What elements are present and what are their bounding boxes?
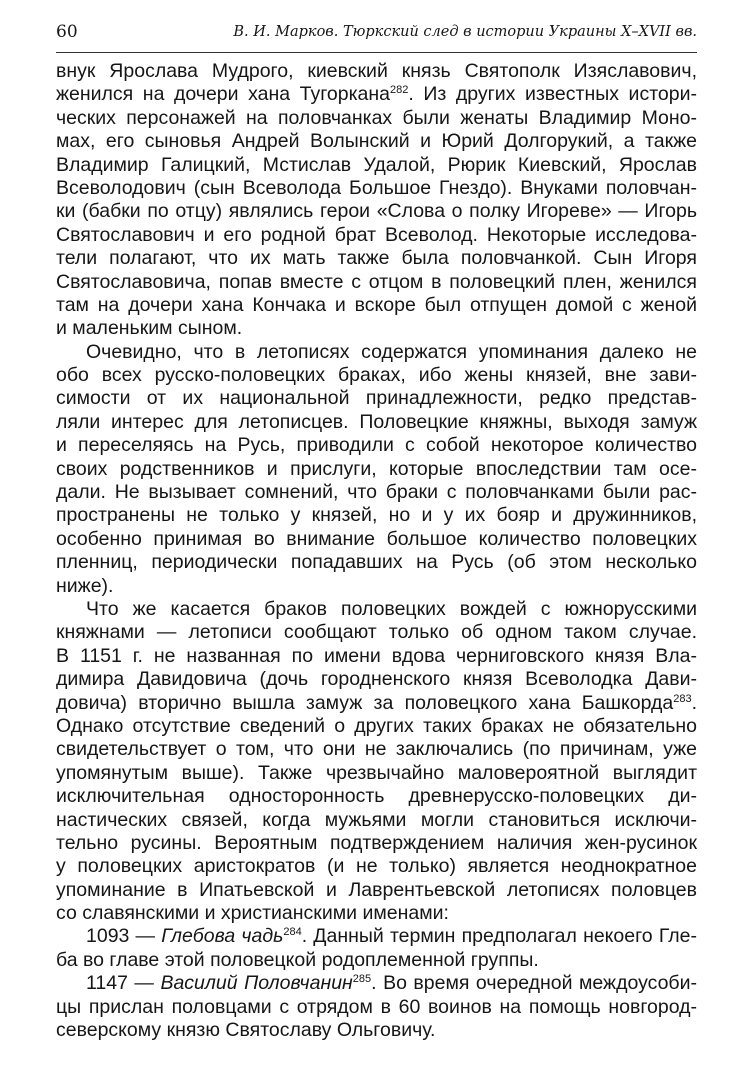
text-line <box>56 387 697 410</box>
line-text: пространены не только у князей, но и у их бояр и дружинников, <box>56 504 697 527</box>
line-text: и переселяясь на Русь, приводили с собой некоторое количество <box>56 434 697 457</box>
text-line <box>56 1019 697 1042</box>
text-line <box>56 832 697 855</box>
line-text: симости от их национальной принадлежности, редко представ- <box>56 387 697 410</box>
line-text: у половецких аристократов (и не только) является неоднократное <box>56 855 697 878</box>
line-text: ниже). <box>56 574 114 597</box>
line-text: упомянутым выше). Также чрезвычайно маловероятной выглядит <box>56 761 697 784</box>
line-text: Владимир Галицкий, Мстислав Удалой, Рюрик Киевский, Ярослав <box>56 153 697 176</box>
line-text: димира Давидовича (дочь городненского князя Всеволодка Дави- <box>56 668 697 691</box>
text-line <box>56 621 697 644</box>
text-line <box>56 809 697 832</box>
text-line <box>56 271 697 294</box>
line-text: 1093 — <box>86 925 162 948</box>
line-text-cont: . Данный термин предполагал некоего Гле- <box>301 925 698 948</box>
line-text: Очевидно, что в летописях содержатся упоминания далеко не <box>86 340 697 363</box>
line-text: там на дочери хана Кончака и вскоре был отпущен домой с женой <box>56 293 697 316</box>
line-text: цы прислан половцами с отрядом в 60 воинов на помощь новгород- <box>56 995 697 1018</box>
text-line <box>56 434 697 457</box>
text-line <box>56 762 697 785</box>
footnote-ref: 285 <box>352 973 372 986</box>
text-line <box>56 107 697 130</box>
text-line <box>56 575 697 598</box>
text-line <box>56 528 697 551</box>
text-line <box>56 551 697 574</box>
text-line <box>56 996 697 1019</box>
line-text: северскому князю Святославу Ольговичу. <box>56 1019 436 1042</box>
chronicle-name: Василий Половчанин <box>160 972 353 995</box>
line-text: Что же касается браков половецких вождей с южнорусскими <box>86 597 697 620</box>
text-line <box>56 668 697 691</box>
line-text: мах, его сыновья Андрей Волынский и Юрий Долгорукий, а также <box>56 130 697 153</box>
line-text: тельно русины. Вероятным подтверждением наличия жен-русинок <box>56 831 697 854</box>
text-line <box>56 247 697 270</box>
line-text: исключительная односторонность древнерусско-половецких ди- <box>56 785 697 808</box>
line-text: своих родственников и прислуги, которые впоследствии там осе- <box>56 457 697 480</box>
text-line <box>56 60 697 83</box>
line-text: ба во главе этой половецкой родоплеменной группы. <box>56 948 539 971</box>
text-line <box>56 200 697 223</box>
line-text: дали. Не вызывает сомнений, что браки с половчанками были рас- <box>56 481 697 504</box>
text-line <box>56 177 697 200</box>
text-line <box>56 317 697 340</box>
text-line <box>56 879 697 902</box>
line-text: пленниц, периодически попадавших на Русь (об этом несколько <box>56 551 697 574</box>
text-line <box>56 130 697 153</box>
line-text: Всеволодович (сын Всеволода Большое Гнездо). Внуками половчан- <box>56 176 697 199</box>
line-text-cont: . Во время очередной междоусоби- <box>371 972 697 995</box>
line-text: княжнами — летописи сообщают только об одном таком случае. <box>56 621 697 644</box>
text-line <box>56 902 697 925</box>
line-text: свидетельствует о том, что они не заключались (по причинам, уже <box>56 738 697 761</box>
text-line <box>56 715 697 738</box>
text-line <box>56 83 697 106</box>
line-text: женился на дочери хана Тугоркана <box>56 83 391 106</box>
footnote-ref: 282 <box>390 84 409 97</box>
line-text: Однако отсутствие сведений о других таких браках не обязательно <box>56 714 697 737</box>
line-text: и маленьким сыном. <box>56 317 243 340</box>
text-line <box>56 364 697 387</box>
text-line <box>56 341 697 364</box>
line-text: со славянскими и христианскими именами: <box>56 902 449 925</box>
line-text: ческих персонажей на половчанках были женаты Владимир Моно- <box>56 106 697 129</box>
line-text: ки (бабки по отцу) являлись герои «Слова о полку Игореве» — Игорь <box>56 200 697 223</box>
line-text-cont: . <box>691 691 697 714</box>
text-line <box>56 411 697 434</box>
text-line <box>56 294 697 317</box>
page-number: 60 <box>56 22 78 42</box>
text-line <box>56 855 697 878</box>
line-text: ляли интерес для летописцев. Половецкие княжны, выходя замуж <box>56 410 697 433</box>
text-line <box>56 154 697 177</box>
line-text: особенно принимая во внимание большое количество половецких <box>56 527 697 550</box>
line-text-cont: . Из других известных истори- <box>408 83 697 106</box>
line-text: Святославович и его родной брат Всеволод. Некоторые исследова- <box>56 223 697 246</box>
line-text: Святославовича, попав вместе с отцом в половецкий плен, женился <box>56 270 697 293</box>
line-text: упоминание в Ипатьевской и Лаврентьевской летописях половцев <box>56 878 697 901</box>
text-line <box>56 692 697 715</box>
line-text: обо всех русско-половецких браках, ибо жены князей, вне зави- <box>56 364 697 387</box>
text-line <box>56 645 697 668</box>
body-text <box>56 60 697 1042</box>
line-text: настических связей, когда мужьями могли становиться исключи- <box>56 808 697 831</box>
line-text: В 1151 г. не названная по имени вдова черниговского князя Вла- <box>56 644 697 667</box>
text-line <box>56 458 697 481</box>
line-text: внук Ярослава Мудрого, киевский князь Святополк Изяславович, <box>56 60 697 82</box>
text-line <box>56 785 697 808</box>
text-line <box>56 738 697 761</box>
text-line <box>56 224 697 247</box>
chronicle-name: Глебова чадь <box>161 925 284 948</box>
text-line <box>56 504 697 527</box>
text-line <box>56 925 697 948</box>
line-text: 1147 — <box>86 972 161 995</box>
line-text: тели полагают, что их мать также была половчанкой. Сын Игоря <box>56 247 697 270</box>
page-header <box>56 14 697 53</box>
footnote-ref: 284 <box>283 926 302 939</box>
running-title: В. И. Марков. Тюркский след в истории Украины X–XVII вв. <box>233 24 697 40</box>
text-line <box>56 949 697 972</box>
text-line <box>56 598 697 621</box>
text-line <box>56 481 697 504</box>
footnote-ref: 283 <box>673 692 692 705</box>
text-line <box>56 972 697 995</box>
line-text: довича) вторично вышла замуж за половецкого хана Башкорда <box>56 691 674 714</box>
